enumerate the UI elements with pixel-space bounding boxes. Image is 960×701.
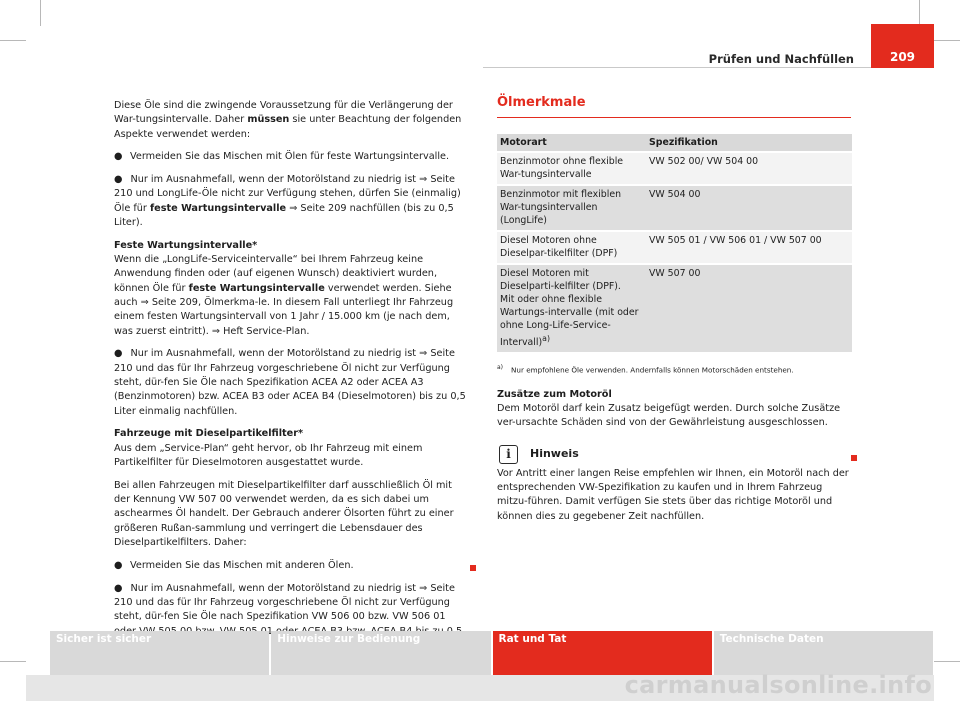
bullet-icon: ● xyxy=(114,174,123,186)
right-column xyxy=(497,96,851,532)
table-row xyxy=(497,264,852,352)
paragraph-text: Wenn die „LongLife-Serviceintervalle“ bei Ihrem Fahrzeug keine Anwendung finden oder (auf eigenen Wunsch) deaktiviert wurden, können Öle für xyxy=(114,254,438,294)
bullet-text: Nur im Ausnahmefall, wenn der Motorölstand zu niedrig ist ⇒ Seite 210 und das für Ihr Fahrzeug vorgeschriebene Öl nicht zur Verfügung steht, dür-fen Sie Öle nach Spezifikation VW 506 00 bzw. VW 506 01 xyxy=(114,582,455,623)
note-header xyxy=(497,445,851,464)
intro-emphasis: müssen xyxy=(247,114,290,126)
intro-text-end: sie unter Beachtung der folgenden Aspekte verwendet werden: xyxy=(114,114,462,140)
info-icon: i xyxy=(499,445,518,464)
intro-paragraph xyxy=(114,99,466,142)
section-title: Ölmerkmale xyxy=(497,96,851,118)
tab-rat-und-tat[interactable]: Rat und Tat xyxy=(493,631,712,675)
tab-hinweise-zur-bedienung[interactable]: Hinweise zur Bedienung xyxy=(271,631,490,675)
table-header-row xyxy=(497,134,852,152)
table-cell-spec: VW 505 01 / VW 506 01 / VW 507 00 xyxy=(646,231,852,264)
table-cell-motor: Diesel Motoren ohne Dieselpar-tikelfilter (DPF) xyxy=(497,231,646,264)
crop-mark xyxy=(934,40,960,41)
paragraph: Bei allen Fahrzeugen mit Dieselpartikelfilter darf ausschließlich Öl mit der Kennung VW 507 00 verwendet werden, da es sich dabei um aschearmes Öl handelt. Der Gebrauch anderer Ölsorten führt zu einer größeren Rußan-sammlung und verringert die Lebensdauer des Dieselpartikelfilters. Daher: xyxy=(114,479,454,549)
table-header-spezifikation: Spezifikation xyxy=(646,134,852,152)
bullet-item xyxy=(114,150,466,164)
header-rule xyxy=(483,67,871,68)
paragraph-text-end: verwendet werden. Siehe auch ⇒ Seite 209, Ölmerkma-le. In diesem Fall unterliegt Ihr Fahrzeug einem festen Wartungsintervall von 1 Jahr / 15.000 km (je nach dem, was zuerst eintritt). ⇒ Heft Service-Plan. xyxy=(114,282,454,337)
crop-mark xyxy=(0,661,26,662)
footnote-mark: a) xyxy=(497,364,504,372)
note-text xyxy=(497,467,851,524)
subheading: Zusätze zum Motoröl xyxy=(497,388,612,400)
table-cell-motor: Benzinmotor mit flexiblen War-tungsintervallen (LongLife) xyxy=(497,185,646,231)
table-cell-spec: VW 502 00/ VW 504 00 xyxy=(646,152,852,185)
section-end-marker xyxy=(851,455,857,461)
bullet-emphasis: feste Wartungsintervalle xyxy=(149,202,287,214)
intro-text: Diese Öle sind die zwingende Voraussetzung für die Verlängerung der War-tungsintervalle. Daher xyxy=(114,100,453,126)
table-cell-motor: Benzinmotor ohne flexible War-tungsintervalle xyxy=(497,152,646,185)
note-title: Hinweis xyxy=(530,447,579,461)
subheading: Fahrzeuge mit Dieselpartikelfilter* xyxy=(114,428,304,440)
bullet-icon: ● xyxy=(114,559,123,571)
paragraph: Aus dem „Service-Plan“ geht hervor, ob Ihr Fahrzeug mit einem Partikelfilter für Dieselmotoren ausgestattet wurde. xyxy=(114,442,423,469)
bullet-item xyxy=(114,559,466,573)
crop-mark xyxy=(919,0,920,26)
table-header-motorart: Motorart xyxy=(497,134,646,152)
table-cell-spec: VW 504 00 xyxy=(646,185,852,231)
footnote-ref: a) xyxy=(542,334,551,344)
tab-technische-daten[interactable]: Technische Daten xyxy=(714,631,933,675)
crop-mark xyxy=(0,40,26,41)
cell-line: Mit oder ohne flexible Wartungs-intervalle (mit oder ohne Long-Life-Service-Intervall) xyxy=(500,294,639,349)
bullet-text: Vermeiden Sie das Mischen mit anderen Ölen. xyxy=(130,559,354,571)
paragraph-emphasis: feste Wartungsintervalle xyxy=(188,282,325,294)
bullet-item xyxy=(114,173,466,230)
bullet-item xyxy=(114,347,466,418)
chapter-tab-bar xyxy=(50,631,933,675)
watermark: carmanualsonline.info xyxy=(624,671,932,699)
footnote-text: Nur empfohlene Öle verwenden. Andernfalls können Motorschäden entstehen. xyxy=(511,365,794,375)
left-column xyxy=(114,99,466,653)
table-row xyxy=(497,185,852,231)
table-cell-spec: VW 507 00 xyxy=(646,264,852,352)
bullet-text: Vermeiden Sie das Mischen mit Ölen für feste Wartungsintervalle. xyxy=(130,151,450,163)
subheading: Feste Wartungsintervalle* xyxy=(114,239,258,251)
paragraph xyxy=(114,253,466,339)
tab-sicher-ist-sicher[interactable]: Sicher ist sicher xyxy=(50,631,269,675)
table-cell-motor xyxy=(497,264,646,352)
table-row xyxy=(497,231,852,264)
bullet-icon: ● xyxy=(114,151,123,163)
page-header-title: Prüfen und Nachfüllen xyxy=(708,52,854,66)
oil-spec-table xyxy=(497,134,852,352)
section-end-marker xyxy=(470,565,476,571)
cell-line: Diesel Motoren mit Dieselparti-kelfilter (DPF). xyxy=(500,268,621,293)
bullet-text: Nur im Ausnahmefall, wenn der Motorölstand zu niedrig ist ⇒ Seite 210 und LongLife-Öle nicht zur Verfügung stehen, dürfen Sie (einmalig) Öle für xyxy=(114,174,461,214)
table-row xyxy=(497,152,852,185)
bullet-text: Nur im Ausnahmefall, wenn der Motorölstand zu niedrig ist ⇒ Seite 210 und das für Ihr Fahrzeug vorgeschriebene Öl nicht zur Verfügung steht, dür-fen Sie Öle nach Spezifikation ACEA A2 oder ACEA A3 (Benzinmotoren) bzw. ACEA B3 oder ACEA B4 (Dieselmotoren) bis zu 0,5 Liter einmalig nachfüllen. xyxy=(114,348,466,417)
paragraph: Dem Motoröl darf kein Zusatz beigefügt werden. Durch solche Zusätze ver-ursachte Schäden sind von der Gewährleistung ausgeschlossen. xyxy=(497,403,841,429)
page-number: 209 xyxy=(889,50,916,64)
page-number-box xyxy=(871,24,934,68)
bullet-text-end: ⇒ Seite 209 nachfüllen (bis zu 0,5 Liter). xyxy=(114,202,454,229)
bullet-icon: ● xyxy=(114,348,123,360)
footnote xyxy=(497,363,851,375)
note-body: Vor Antritt einer langen Reise empfehlen wir Ihnen, ein Motoröl nach der entsprechenden VW-Spezifikation zu kaufen und in Ihrem Fahrzeug mitzu-führen. Damit verfügen Sie stets über das richtige Motoröl und können dies zu gegebener Zeit nachfüllen. xyxy=(497,467,849,522)
crop-mark xyxy=(40,0,41,26)
bullet-icon: ● xyxy=(114,582,123,594)
crop-mark xyxy=(934,661,960,662)
